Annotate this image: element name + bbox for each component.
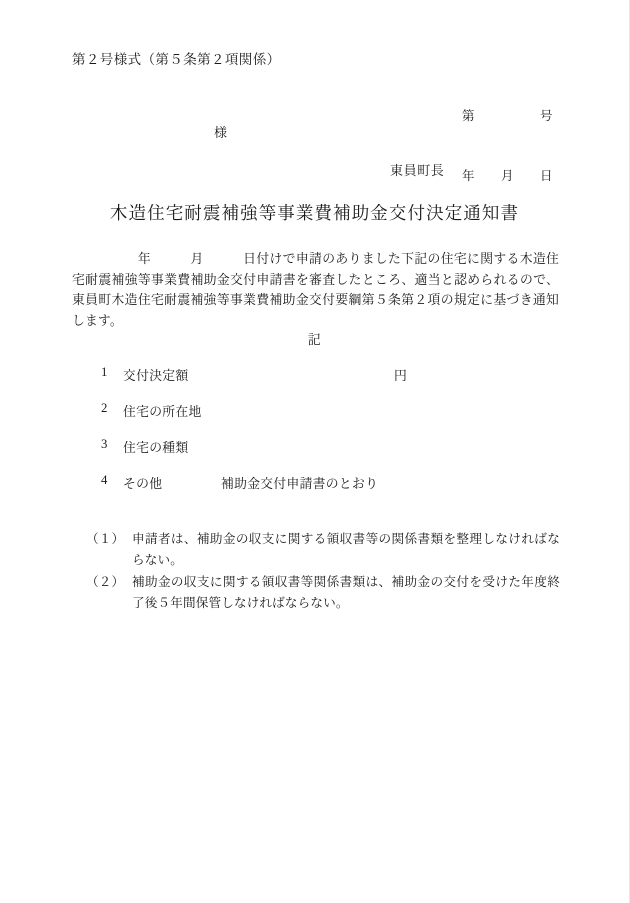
- document-number-line: 第 号: [462, 109, 554, 123]
- note-item: [86, 529, 560, 570]
- item-number: 2: [101, 401, 108, 415]
- item-unit: 円: [394, 369, 408, 383]
- list-item: [101, 473, 501, 509]
- note-text: 補助金の収支に関する領収書等関係書類は、補助金の交付を受けた年度終了後５年間保管しなければならない。: [132, 575, 560, 610]
- note-text: 申請者は、補助金の収支に関する領収書等の関係書類を整理しなければならない。: [132, 532, 560, 567]
- addressee-honorific: 様: [214, 125, 228, 140]
- list-item: [101, 401, 501, 437]
- notes-list: [86, 529, 560, 615]
- item-number: 3: [101, 437, 108, 451]
- issuer-name: 東員町長: [390, 163, 445, 178]
- note-item: [86, 572, 560, 613]
- list-item: [101, 365, 501, 401]
- list-item: [101, 437, 501, 473]
- item-value: 補助金交付申請書のとおり: [221, 477, 379, 491]
- items-list: [101, 365, 501, 509]
- form-number: 第２号様式（第５条第２項関係）: [72, 52, 281, 67]
- note-marker: （１）: [86, 532, 125, 546]
- item-number: 4: [101, 473, 108, 487]
- body-paragraph: 年 月 日付けで申請のありました下記の住宅に関する木造住宅耐震補強等事業費補助金交付申請書を審査したところ、適当と認められるので、東員町木造住宅耐震補強等事業費補助金交付要綱第５条第２項の規定に基づき通知します。: [72, 252, 559, 328]
- item-label: その他: [123, 477, 163, 491]
- document-date-line: 年 月 日: [462, 169, 554, 183]
- note-marker: （２）: [86, 575, 125, 589]
- item-label: 住宅の所在地: [123, 405, 202, 419]
- document-title: 木造住宅耐震補強等事業費補助金交付決定通知書: [109, 203, 520, 223]
- kiji-marker: 記: [307, 332, 322, 347]
- item-number: 1: [101, 365, 108, 379]
- item-label: 住宅の種類: [123, 441, 189, 455]
- item-label: 交付決定額: [123, 369, 189, 383]
